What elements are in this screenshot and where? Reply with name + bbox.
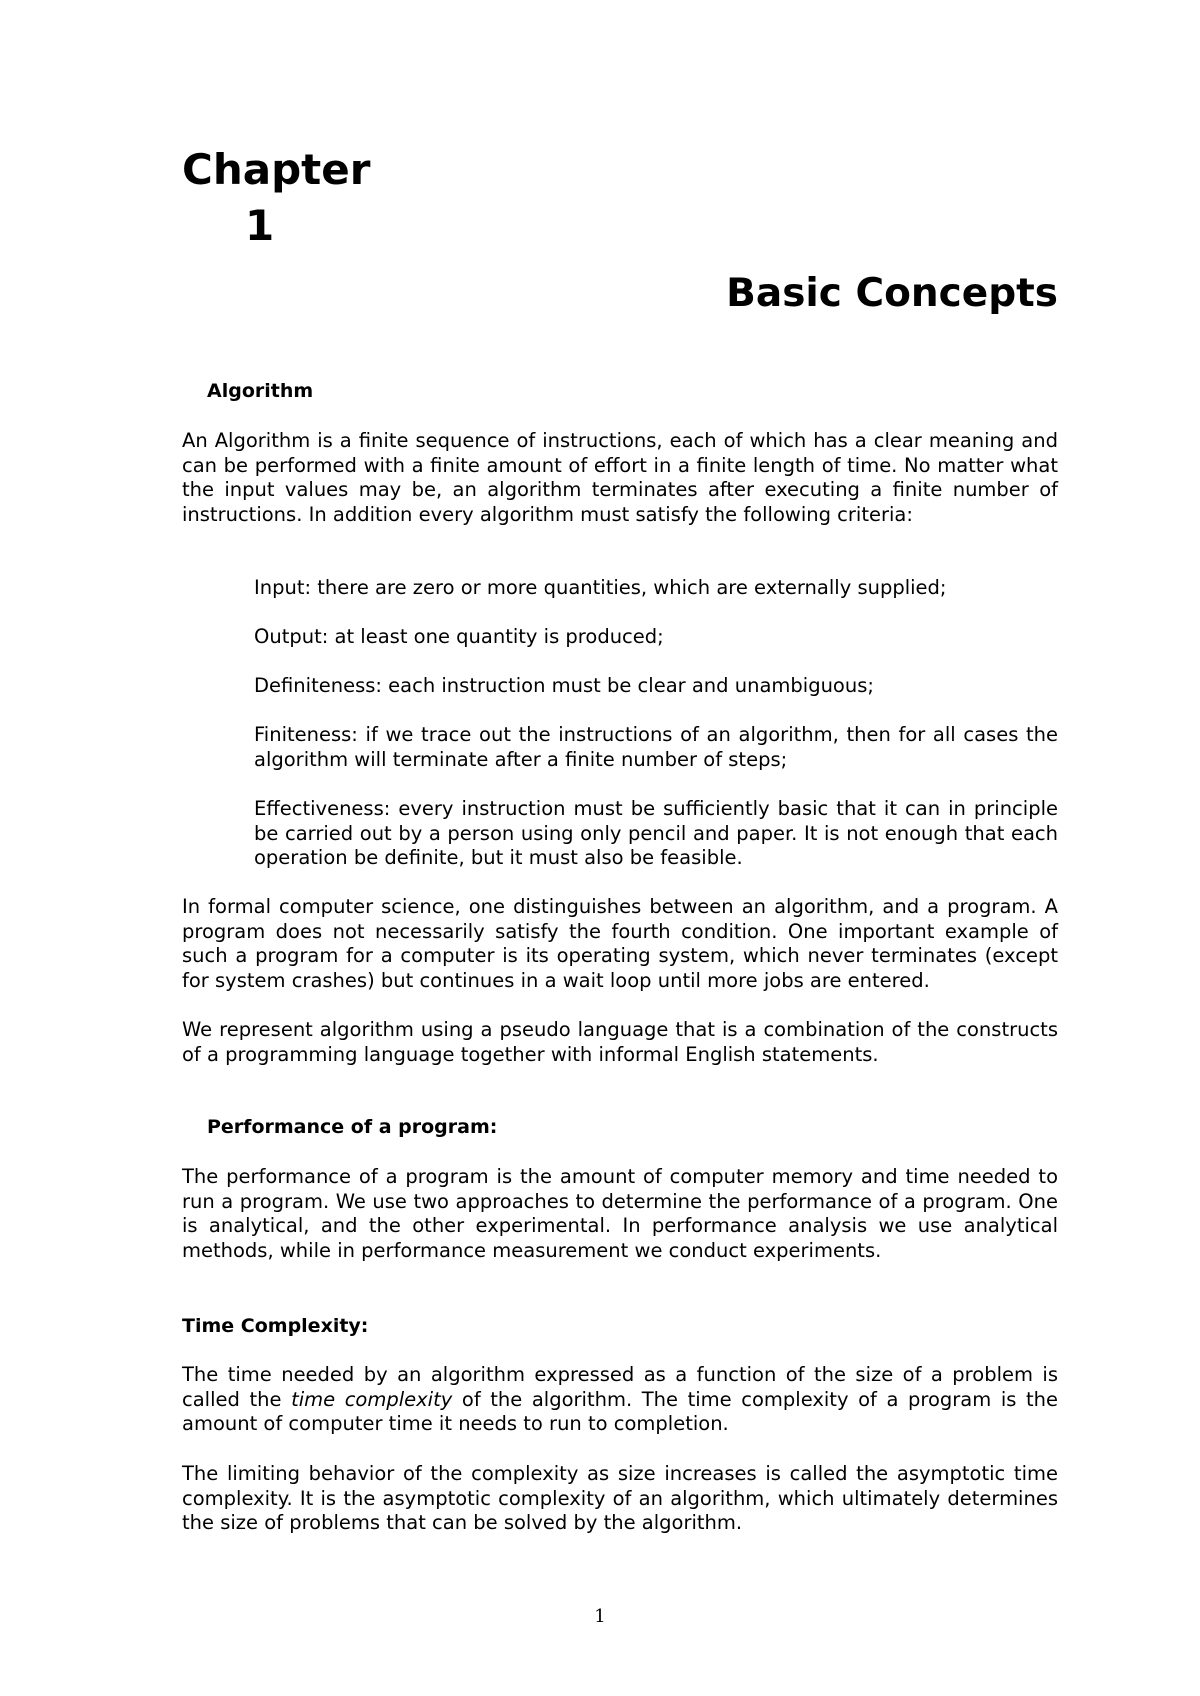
criterion-text: there are zero or more quantities, which are externally supplied; (311, 576, 947, 599)
algorithm-intro-paragraph: An Algorithm is a finite sequence of instructions, each of which has a clear meaning and can be performed with a finite amount of effort in a finite length of time. No matter what the input values may be, an algorithm terminates after executing a finite number of instructions. In addition every algorithm must satisfy the following criteria: (182, 429, 1058, 526)
chapter-label: Chapter (182, 145, 371, 194)
criterion-text: every instruction must be sufficiently basic that it can in principle be carried out by a person using only pencil and paper. It is not enough that each operation be definite, but it must also be feasible. (254, 797, 1058, 870)
criterion-text: at least one quantity is produced; (328, 625, 664, 648)
criterion-label: Output: (254, 625, 329, 648)
criterion-label: Definiteness: (254, 674, 382, 697)
performance-paragraph: The performance of a program is the amount of computer memory and time needed to run a program. We use two approaches to determine the performance of a program. One is analytical, and the other experimental. In performance analysis we use analytical methods, while in performance measurement we conduct experiments. (182, 1165, 1058, 1262)
algorithm-vs-program-paragraph: In formal computer science, one distinguishes between an algorithm, and a program. A program does not necessarily satisfy the fourth condition. One important example of such a program for a computer is its operating system, which never terminates (except for system crashes) but continues in a wait loop until more jobs are entered. (182, 895, 1058, 992)
algorithm-heading: Algorithm (207, 380, 314, 402)
criterion-text: if we trace out the instructions of an algorithm, then for all cases the algorithm will terminate after a finite number of steps; (254, 723, 1058, 771)
page-number: 1 (594, 1606, 606, 1627)
chapter-number: 1 (245, 201, 275, 250)
criterion-effectiveness (254, 797, 1058, 871)
criterion-label: Finiteness: (254, 723, 358, 746)
criterion-definiteness (254, 674, 1058, 699)
performance-heading: Performance of a program: (207, 1116, 498, 1138)
text-run: The time needed by an algorithm expressed as a function of the size of a problem is called the (182, 1363, 1058, 1411)
chapter-title: Basic Concepts (726, 271, 1058, 316)
criterion-input (254, 576, 1058, 601)
criterion-finiteness (254, 723, 1058, 772)
asymptotic-paragraph: The limiting behavior of the complexity as size increases is called the asymptotic time complexity. It is the asymptotic complexity of an algorithm, which ultimately determines the size of problems that can be solved by the algorithm. (182, 1462, 1058, 1535)
criterion-label: Effectiveness: (254, 797, 391, 820)
pseudo-language-paragraph: We represent algorithm using a pseudo language that is a combination of the constructs of a programming language together with informal English statements. (182, 1018, 1058, 1066)
italic-term: time complexity (291, 1387, 453, 1411)
criterion-text: each instruction must be clear and unambiguous; (381, 674, 874, 697)
criterion-output (254, 625, 1058, 650)
criterion-label: Input: (254, 576, 312, 599)
time-complexity-paragraph (182, 1363, 1058, 1437)
time-complexity-heading: Time Complexity: (182, 1315, 369, 1337)
text-run: of the algorithm. The time complexity of a program is the amount of computer time it needs to run to completion. (182, 1387, 1058, 1436)
